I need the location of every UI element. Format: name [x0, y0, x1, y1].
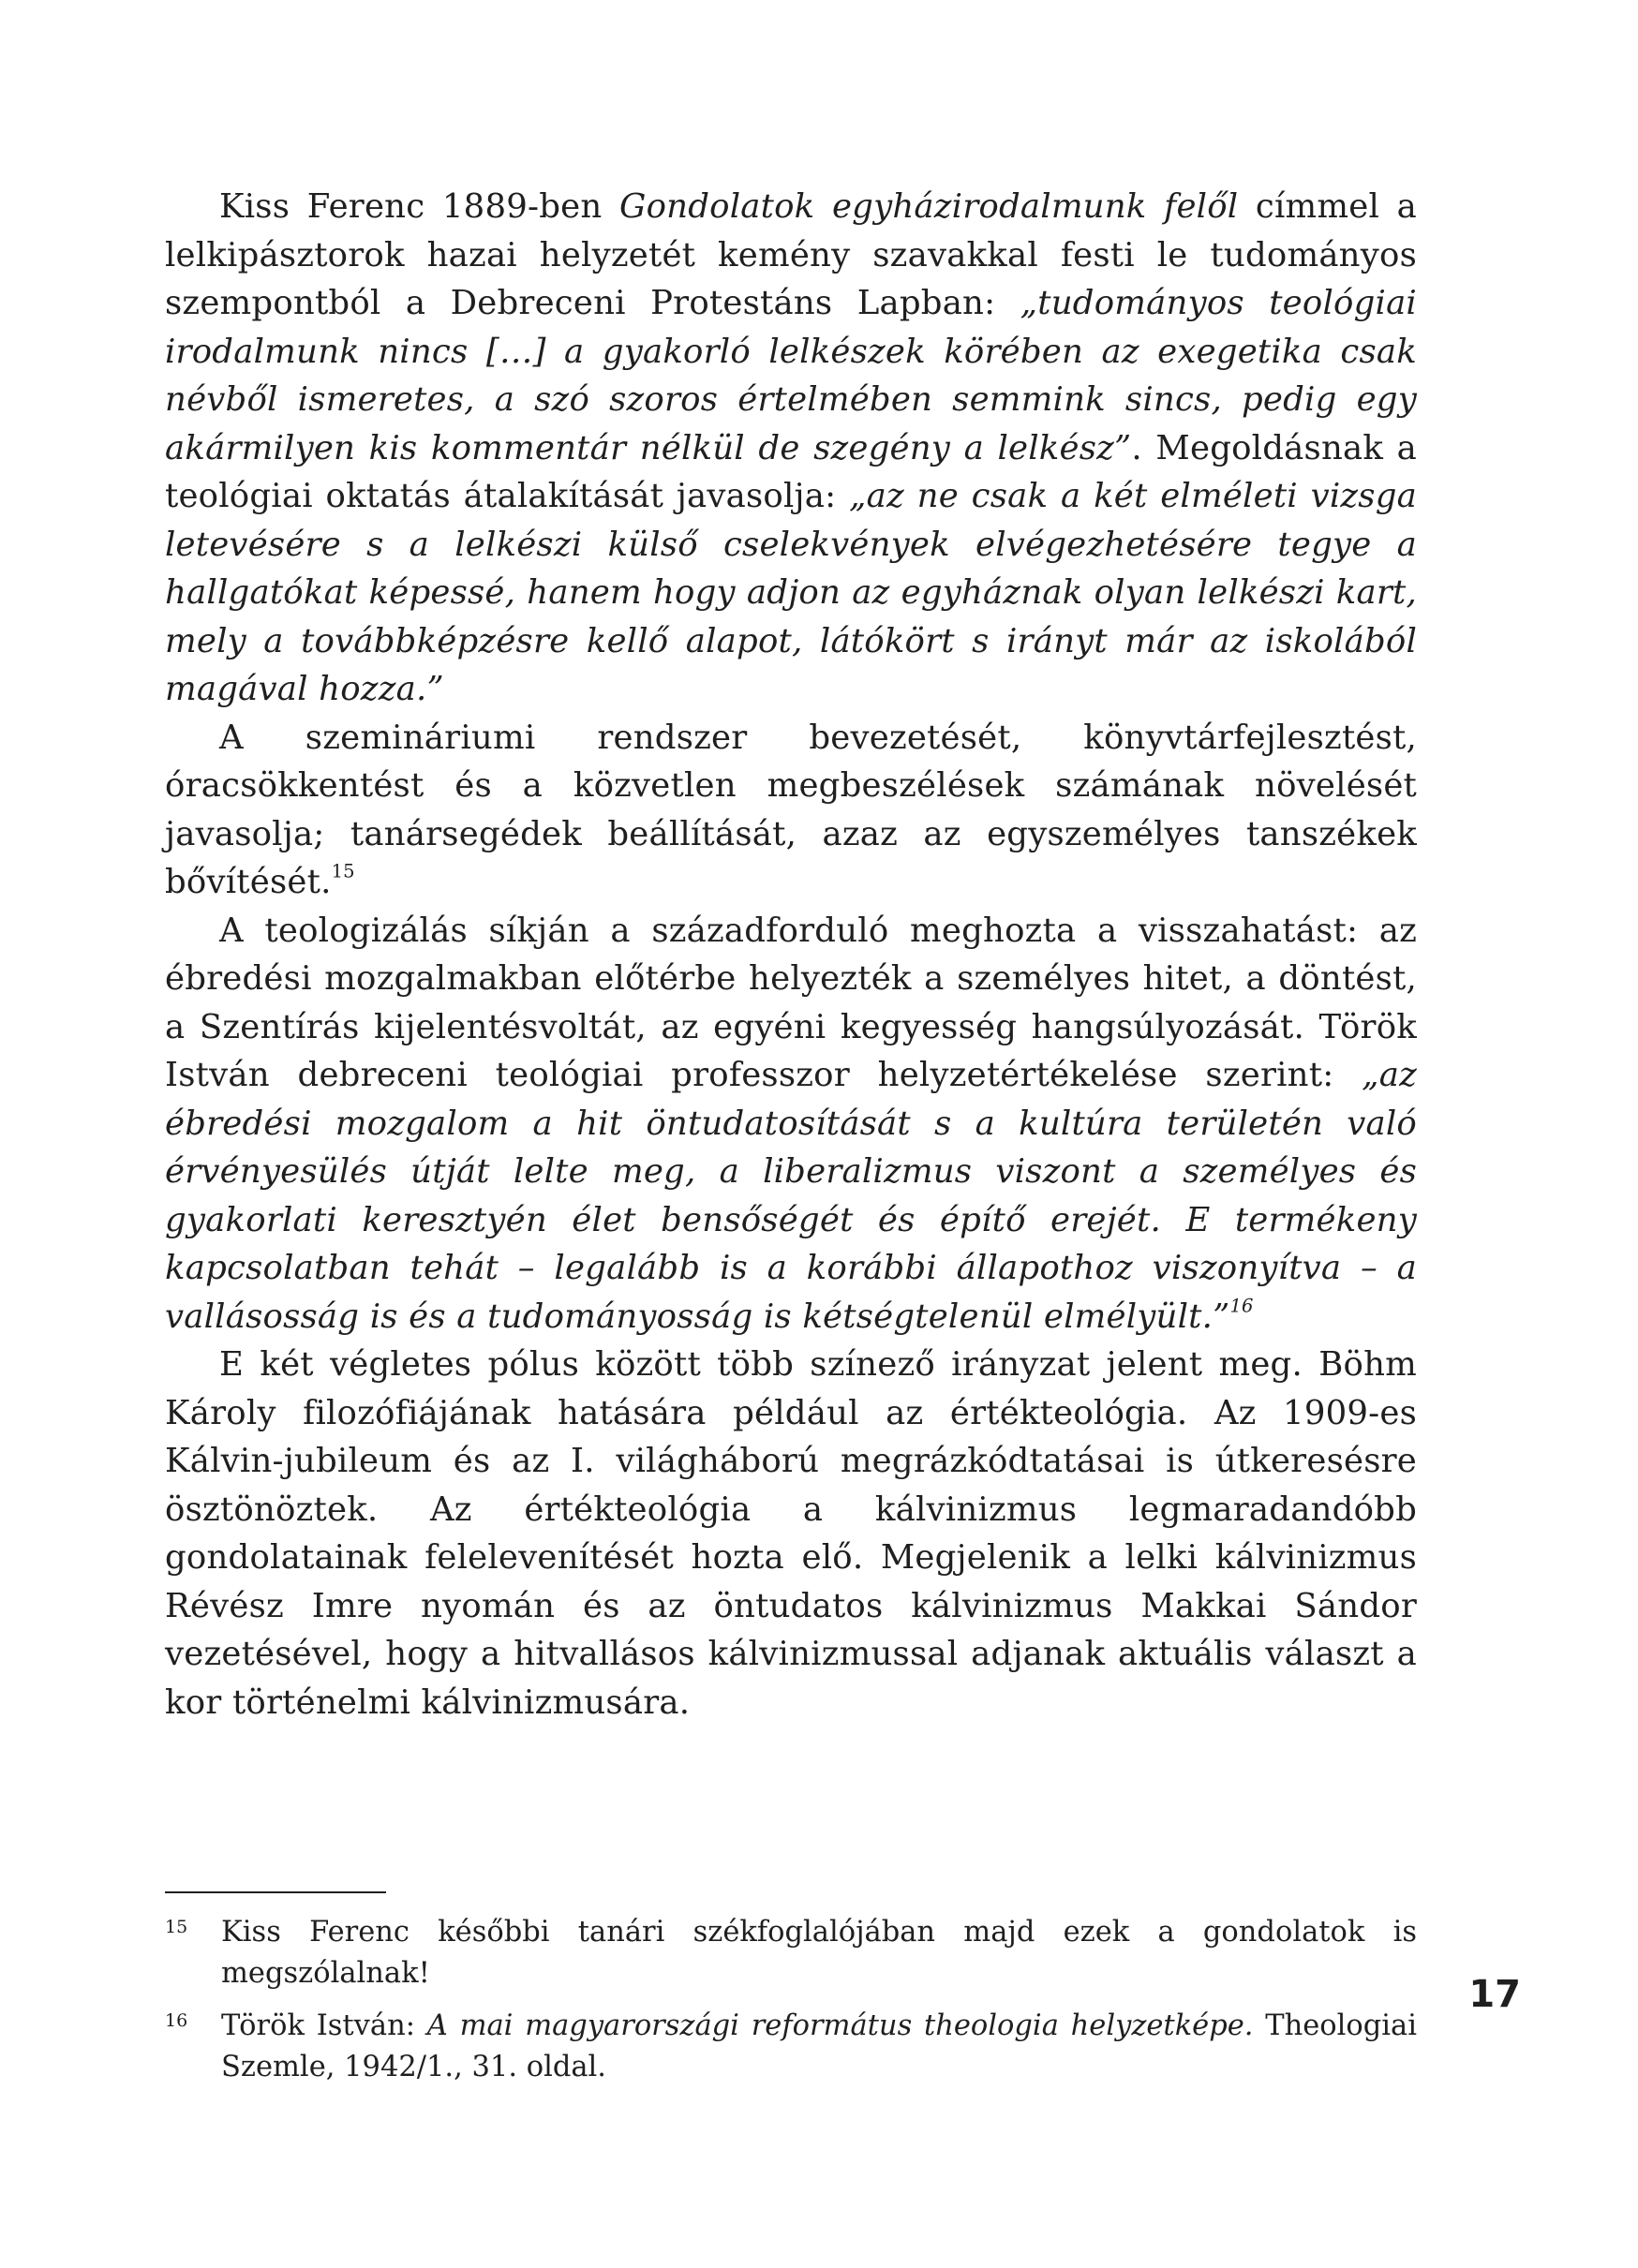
footnote-reference: 16 — [1229, 1294, 1254, 1316]
text-run: címmel a lelkipásztorok hazai helyzetét kemény szavakkal festi le tudományos szempontból a Debreceni Protestáns Lapban: — [165, 187, 1417, 322]
page-number: 17 — [1468, 1973, 1521, 2016]
footnote-divider — [165, 1891, 386, 1893]
footnote-number: 16 — [165, 2010, 188, 2031]
text-run: Török István: — [221, 2009, 427, 2042]
body-paragraph — [165, 1341, 1417, 1727]
footnote-reference: 15 — [331, 860, 355, 882]
italic-text-run: „tudományos teológiai irodalmunk nincs […] a gyakorló lelkészek körében az exegetika csak névből ismeretes, a szó szoros értelmében semmink sincs, pedig egy akármilyen kis kommentár nélkül de szegény a lelkész” — [165, 284, 1417, 467]
footnote-number: 15 — [165, 1917, 188, 1937]
body-paragraph — [165, 183, 1417, 714]
body-paragraph — [165, 714, 1417, 907]
text-run: A teologizálás síkján a századforduló meghozta a visszahatást: az ébredési mozgalmakban előtérbe helyezték a személyes hitet, a döntést, a Szentírás kijelentésvoltát, az egyéni kegyesség hangsúlyozását. Török István debreceni teológiai professzor helyzetértékelése szerint: — [165, 911, 1417, 1094]
text-run: Kiss Ferenc későbbi tanári székfoglalójában majd ezek a gondolatok is megszólalnak! — [221, 1916, 1417, 1990]
footnotes — [165, 1912, 1417, 2099]
text-run: Theologiai Szemle, 1942/1., 31. oldal. — [221, 2009, 1417, 2083]
footnote — [165, 1912, 1417, 1994]
italic-text-run: Gondolatok egyházirodalmunk felől — [619, 187, 1239, 226]
text-run: Kiss Ferenc 1889-ben — [219, 187, 620, 226]
text-run: . Megoldásnak a teológiai oktatás átalakítását javasolja: — [165, 428, 1417, 515]
body-paragraph — [165, 907, 1417, 1342]
text-run: A szemináriumi rendszer bevezetését, könyvtárfejlesztést, óracsökkentést és a közvetlen megbeszélések számának növelését javasolja; tanársegédek beállítását, azaz az egyszemélyes tanszékek bővítését. — [165, 718, 1417, 901]
main-body-text — [165, 183, 1417, 1727]
text-run: E két végletes pólus között több színező irányzat jelent meg. Böhm Károly filozófiájának hatására például az értékteológia. Az 1909-es Kálvin-jubileum és az I. világháború megrázkódtatásai is útkeresésre ösztönöztek. Az értékteológia a kálvinizmus legmaradandóbb gondolatainak felelevenítését hozta elő. Megjelenik a lelki kálvinizmus Révész Imre nyomán és az öntudatos kálvinizmus Makkai Sándor vezetésével, hogy a hitvallásos kálvinizmussal adjanak aktuális választ a kor történelmi kálvinizmusára. — [165, 1345, 1417, 1722]
footnote — [165, 2006, 1417, 2088]
italic-text-run: A mai magyarországi református theologia helyzetképe. — [426, 2009, 1254, 2042]
italic-text-run: „az ne csak a két elméleti vizsga letevésére s a lelkészi külső cselekvények elvégezhetésére tegye a hallgatókat képessé, hanem hogy adjon az egyháznak olyan lelkészi kart, mely a továbbképzésre kellő alapot, látókört s irányt már az iskolából magával hozza.” — [165, 477, 1418, 708]
italic-text-run: „az ébredési mozgalom a hit öntudatosítását s a kultúra területén való érvényesülés útját lelte meg, a liberalizmus viszont a személyes és gyakorlati keresztyén élet bensőségét és építő erejét. E termékeny kapcsolatban tehát – legalább is a korábbi állapothoz viszonyítva – a vallásosság is és a tudományosság is kétségtelenül elmélyült.” — [165, 1056, 1417, 1336]
